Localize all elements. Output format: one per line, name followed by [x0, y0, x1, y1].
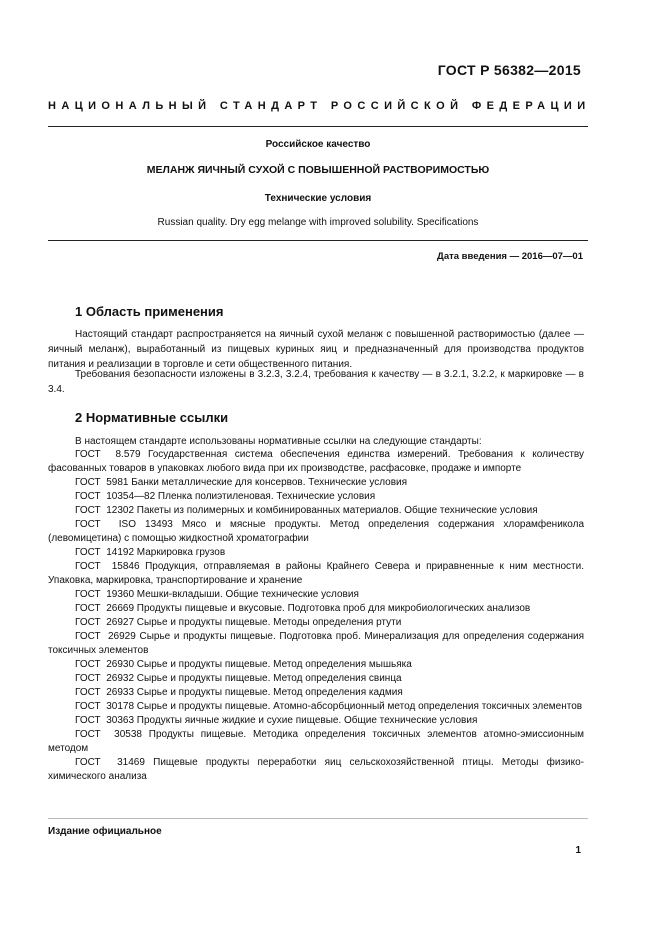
reference-text: Продукты пищевые. Методика определения токсичных элементов атомно-эмиссионным методом	[48, 729, 585, 754]
reference-item	[48, 448, 584, 476]
reference-item	[48, 476, 584, 490]
reference-text: Продукция, отправляемая в районы Крайнего Севера и приравненные к ним местности. Упаковка, маркировка, транспортирование и хранение	[48, 561, 584, 586]
reference-text: Пищевые продукты переработки яиц сельскохозяйственной птицы. Методы физико-химического анализа	[48, 757, 584, 782]
reference-prefix: ГОСТ	[75, 589, 101, 600]
reference-item	[48, 672, 584, 686]
reference-prefix: ГОСТ	[75, 729, 101, 740]
reference-text: Мешки-вкладыши. Общие технические условия	[136, 589, 359, 600]
reference-number: 26933	[106, 687, 135, 698]
page-number: 1	[575, 845, 581, 856]
section-1-title: 1 Область применения	[75, 304, 224, 319]
reference-prefix: ГОСТ	[75, 757, 101, 768]
document-title: МЕЛАНЖ ЯИЧНЫЙ СУХОЙ С ПОВЫШЕННОЙ РАСТВОРИМОСТЬЮ	[146, 164, 490, 176]
introduction-date: Дата введения — 2016—07—01	[437, 251, 583, 262]
reference-number: 30538	[114, 729, 142, 740]
reference-prefix: ГОСТ	[75, 617, 101, 628]
reference-prefix: ГОСТ	[75, 477, 101, 488]
reference-text: Сырье и продукты пищевые. Метод определения мышьяка	[136, 659, 412, 670]
reference-prefix: ГОСТ	[75, 449, 101, 460]
reference-number: 8.579	[115, 449, 141, 460]
reference-number: 15846	[111, 561, 140, 572]
reference-item	[48, 504, 584, 518]
section-2-intro: В настоящем стандарте использованы нормативные ссылки на следующие стандарты:	[75, 436, 482, 447]
reference-number: 26930	[106, 659, 135, 670]
reference-text: Маркировка грузов	[136, 547, 226, 558]
reference-item	[48, 518, 584, 546]
reference-item	[48, 756, 584, 784]
references-list	[48, 448, 584, 784]
title-divider	[48, 240, 588, 241]
reference-prefix: ГОСТ	[75, 561, 101, 572]
reference-number: 10354—82	[106, 491, 156, 502]
footer-divider	[48, 818, 588, 819]
top-divider	[48, 126, 588, 127]
reference-text: Мясо и мясные продукты. Метод определения содержания хлорамфеникола (левомицетина) с помощью жидкостной хроматографии	[48, 519, 585, 544]
national-standard-heading: НАЦИОНАЛЬНЫЙ СТАНДАРТ РОССИЙСКОЙ ФЕДЕРАЦИИ	[48, 100, 591, 112]
reference-number: 30178	[106, 701, 135, 712]
reference-item	[48, 658, 584, 672]
reference-number: 26669	[106, 603, 135, 614]
series-label: Российское качество	[265, 139, 371, 150]
reference-item	[48, 560, 584, 588]
reference-item	[48, 616, 584, 630]
reference-text: Сырье и продукты пищевые. Метод определения свинца	[136, 673, 402, 684]
reference-prefix: ГОСТ	[75, 687, 101, 698]
section-1-paragraph: Требования безопасности изложены в 3.2.3, 3.2.4, требования к качеству — в 3.2.1, 3.2.2, к маркировке — в 3.4.	[48, 369, 584, 395]
reference-number: 12302	[106, 505, 135, 516]
reference-text: Пленка полиэтиленовая. Технические условия	[157, 491, 376, 502]
reference-item	[48, 728, 584, 756]
reference-item	[48, 602, 584, 616]
reference-item	[48, 546, 584, 560]
reference-text: Государственная система обеспечения единства измерений. Требования к количеству фасованных товаров в упаковках любого вида при их производстве, расфасовке, продаже и импорте	[48, 449, 585, 474]
reference-prefix: ГОСТ	[75, 603, 101, 614]
section-2-title: 2 Нормативные ссылки	[75, 410, 229, 425]
reference-item	[48, 588, 584, 602]
reference-number: 5981	[106, 477, 129, 488]
reference-text: Пакеты из полимерных и комбинированных материалов. Общие технические условия	[136, 505, 538, 516]
reference-prefix: ГОСТ	[75, 547, 101, 558]
reference-number: 30363	[106, 715, 135, 726]
reference-prefix: ГОСТ	[75, 519, 101, 530]
reference-item	[48, 700, 584, 714]
reference-number: 19360	[106, 589, 135, 600]
official-edition-label: Издание официальное	[48, 826, 162, 837]
reference-item	[48, 630, 584, 658]
reference-prefix: ГОСТ	[75, 701, 101, 712]
reference-item	[48, 490, 584, 504]
document-subtitle: Технические условия	[264, 193, 372, 204]
reference-prefix: ГОСТ	[75, 631, 101, 642]
reference-item	[48, 686, 584, 700]
reference-prefix: ГОСТ	[75, 505, 101, 516]
reference-text: Продукты пищевые и вкусовые. Подготовка проб для микробиологических анализов	[136, 603, 531, 614]
reference-text: Сырье и продукты пищевые. Подготовка проб. Минерализация для определения содержания токсичных элементов	[48, 631, 584, 656]
reference-prefix: ГОСТ	[75, 715, 101, 726]
reference-number: 14192	[106, 547, 135, 558]
standard-number: ГОСТ Р 56382—2015	[437, 62, 581, 78]
reference-number: 26929	[107, 631, 136, 642]
reference-text: Сырье и продукты пищевые. Методы определения ртути	[136, 617, 402, 628]
reference-item	[48, 714, 584, 728]
reference-text: Сырье и продукты пищевые. Атомно-абсорбционный метод определения токсичных элементов	[136, 701, 583, 712]
reference-prefix: ГОСТ	[75, 659, 101, 670]
reference-number: 31469	[117, 757, 145, 768]
reference-text: Сырье и продукты пищевые. Метод определения кадмия	[136, 687, 403, 698]
english-title: Russian quality. Dry egg melange with improved solubility. Specifications	[157, 217, 479, 228]
reference-number: 26927	[106, 617, 135, 628]
reference-prefix: ГОСТ	[75, 673, 101, 684]
reference-text: Банки металлические для консервов. Технические условия	[131, 477, 408, 488]
reference-number: ISO 13493	[118, 519, 173, 530]
section-1-paragraph: Настоящий стандарт распространяется на яичный сухой меланж с повышенной растворимостью (далее — яичный меланж), выработанный из пищевых куриных яиц и предназначенный для производства продуктов питания и реализации в торговле и сети общественного питания.	[48, 329, 584, 370]
reference-prefix: ГОСТ	[75, 491, 101, 502]
reference-text: Продукты яичные жидкие и сухие пищевые. Общие технические условия	[136, 715, 478, 726]
reference-number: 26932	[106, 673, 135, 684]
